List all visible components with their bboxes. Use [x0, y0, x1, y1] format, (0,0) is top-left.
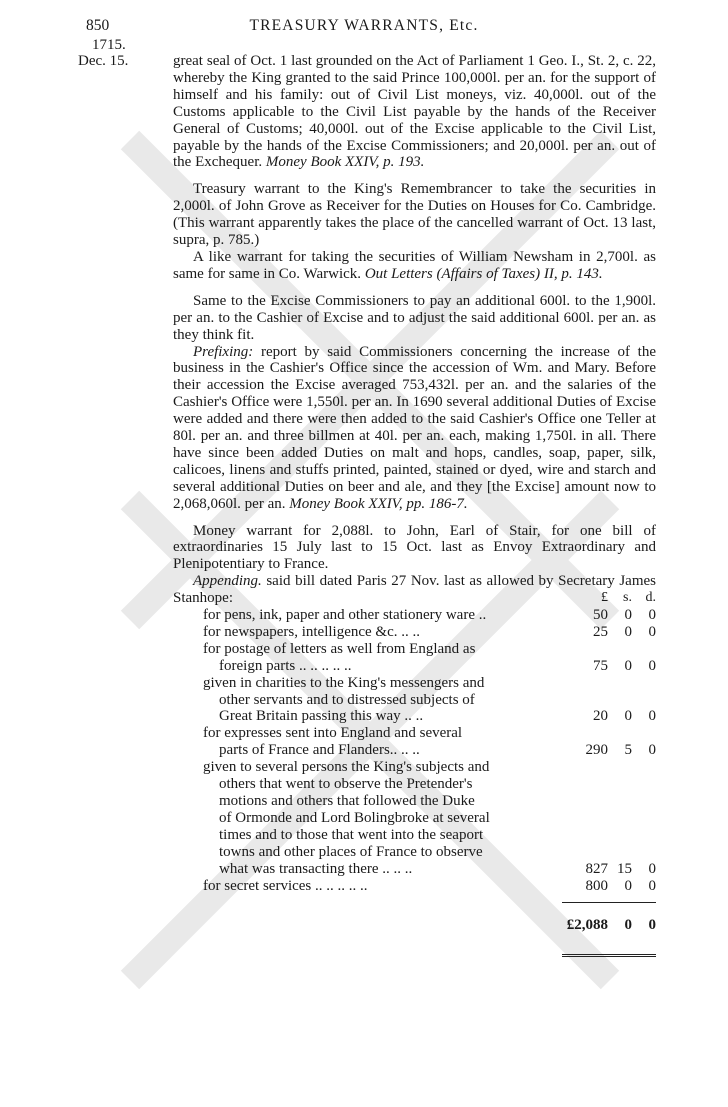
reference: Out Letters (Affairs of Taxes) II, p. 143.	[364, 265, 603, 282]
bill-of-extraordinaries	[173, 590, 656, 957]
bill-item-pence: 0	[648, 877, 656, 894]
bill-item-line: others that went to observe the Pretender's	[219, 776, 473, 793]
bill-item-shillings: 15	[617, 860, 632, 877]
bill-item-description	[173, 675, 580, 726]
reference: Money Book XXIV, p. 193.	[265, 154, 425, 171]
paragraph-grove-securities: Treasury warrant to the King's Remembrancer to take the securities in 2,000l. of John Grove as Receiver for the Duties on Houses for Co. Cambridge. (This warrant apparently takes the place of the cancelled warrant of Oct. 13 last, supra, p. 785.)	[173, 181, 656, 249]
bill-item-line: Great Britain passing this way .. ..	[219, 708, 424, 725]
bill-item-pounds: 290	[585, 742, 608, 759]
bill-item-pounds: 827	[585, 860, 608, 877]
paragraph-cashier-excise: Same to the Excise Commissioners to pay an additional 600l. to the 1,900l. per an. to the Cashier of Excise and to adjust the said additional 600l. per an. as they think fit.	[173, 292, 656, 343]
bill-item-pence: 0	[648, 742, 656, 759]
margin-date: Dec. 15.	[78, 53, 129, 69]
bill-item-line: for newspapers, intelligence &c. .. ..	[203, 623, 421, 640]
bill-item-pence: 0	[648, 708, 656, 725]
bill-item-pounds: 50	[593, 607, 608, 623]
bill-item-shillings: 5	[624, 742, 632, 759]
bill-item	[173, 641, 656, 675]
main-text-column	[173, 53, 656, 957]
bill-item	[173, 725, 656, 759]
total-pence: 0	[648, 917, 656, 934]
bill-item-shillings: 0	[624, 657, 632, 674]
bill-item-description	[173, 624, 580, 641]
column-pounds: £	[601, 590, 608, 606]
bill-item-pounds: 800	[585, 877, 608, 894]
total-shillings: 0	[624, 917, 632, 934]
bill-total	[173, 917, 656, 934]
bill-item-line: parts of France and Flanders.. .. ..	[219, 742, 420, 759]
paragraph-earl-of-stair: Money warrant for 2,088l. to John, Earl of Stair, for one bill of extraordinaries 15 July last to 15 Oct. last as Envoy Extraordinary and Plenipotentiary to France.	[173, 522, 656, 573]
bill-item	[173, 607, 656, 624]
bill-item-shillings: 0	[624, 877, 632, 894]
total-rule	[562, 902, 656, 903]
paragraph-prefixing-report: Prefixing: report by said Commissioners concerning the increase of the business in the Cashier's Office since the accession of Wm. and Mary. Before their accession the Excise averaged 753,432l. per an. and the salaries of the Cashier's Office were 1,550l. per an. In 1690 several additional Duties of Excise were added and there were then added to the said Cashier's Office one Teller at 80l. per an. and three billmen at 40l. per an. each, making 1,750l. in all. There have since been added Duties on malt and hops, candles, soap, paper, silk, calicoes, linens and stuffs printed, painted, stained or dyed, wire and starch and several additional Duties on beer and ale, and they [the Excise] amount now to 2,068,060l. per an. Money Book XXIV, pp. 186-7.	[173, 343, 657, 512]
bill-items	[173, 607, 656, 894]
bill-item-description	[173, 607, 580, 624]
bill-item-pence: 0	[648, 860, 656, 877]
bill-item	[173, 878, 656, 895]
bill-item-shillings: 0	[624, 607, 632, 623]
bill-item-pence: 0	[648, 607, 656, 623]
bill-item-pence: 0	[648, 623, 656, 640]
page-title: TREASURY WARRANTS, Etc.	[249, 17, 479, 34]
bill-item-line: given to several persons the King's subjects and	[203, 759, 490, 776]
bill-item-pence: 0	[648, 657, 656, 674]
bill-item-line: motions and others that followed the Duke	[219, 792, 475, 809]
margin-year: 1715.	[92, 37, 126, 53]
bill-item-shillings: 0	[624, 623, 632, 640]
bill-item	[173, 624, 656, 641]
column-shillings: s.	[623, 590, 632, 606]
bill-item-line: what was transacting there .. .. ..	[219, 860, 413, 877]
bill-item-line: for pens, ink, paper and other stationery ware ..	[203, 607, 487, 623]
reference: Money Book XXIV, pp. 186-7.	[289, 495, 468, 512]
total-pounds: £2,088	[566, 917, 608, 934]
bill-item-shillings: 0	[624, 708, 632, 725]
bill-item-line: towns and other places of France to observe	[219, 843, 483, 860]
bill-item-line: for expresses sent into England and several	[203, 725, 463, 742]
bill-column-headers	[173, 590, 656, 607]
bill-item-line: for secret services .. .. .. .. ..	[203, 877, 368, 894]
paragraph-prince-grant: great seal of Oct. 1 last grounded on the Act of Parliament 1 Geo. I., St. 2, c. 22, whereby the King granted to the said Prince 100,000l. per an. for the support of himself and his family: out of Civil List moneys, viz. 40,000l. out of the Customs applicable to the Civil List payable by the hands of the Receiver General of Customs; 40,000l. out of the Excise applicable to the Civil List, payable by the hands of the Excise Commissioners; and 20,000l. per an. out of the Exchequer. Money Book XXIV, p. 193.	[173, 53, 656, 171]
column-pence: d.	[645, 590, 656, 606]
bill-item-line: given in charities to the King's messengers and	[203, 674, 485, 691]
bill-item-line: for postage of letters as well from England as	[203, 640, 476, 657]
bill-item-pounds: 25	[593, 623, 608, 640]
paragraph-appending: Appending. said bill dated Paris 27 Nov. last as allowed by Secretary James Stanhope:	[173, 573, 656, 607]
bill-item-line: of Ormonde and Lord Bolingbroke at several	[219, 809, 490, 826]
bill-item-pounds: 75	[593, 657, 608, 674]
bill-item	[173, 759, 656, 877]
bill-item-description	[173, 759, 580, 877]
bill-item-description	[173, 725, 580, 759]
bill-item	[173, 675, 656, 726]
bill-item-line: foreign parts .. .. .. .. ..	[219, 657, 352, 674]
page-number: 850	[86, 17, 110, 34]
bill-item-pounds: 20	[593, 708, 608, 725]
paragraph-newsham-securities: A like warrant for taking the securities of William Newsham in 2,700l. as same for same in Co. Warwick. Out Letters (Affairs of Taxes) II, p. 143.	[173, 248, 656, 282]
bill-item-line: other servants and to distressed subjects of	[219, 691, 475, 708]
bill-item-description	[173, 878, 580, 895]
bill-item-line: times and to those that went into the seaport	[219, 826, 484, 843]
bill-item-description	[173, 641, 580, 675]
total-double-rule	[562, 954, 656, 957]
